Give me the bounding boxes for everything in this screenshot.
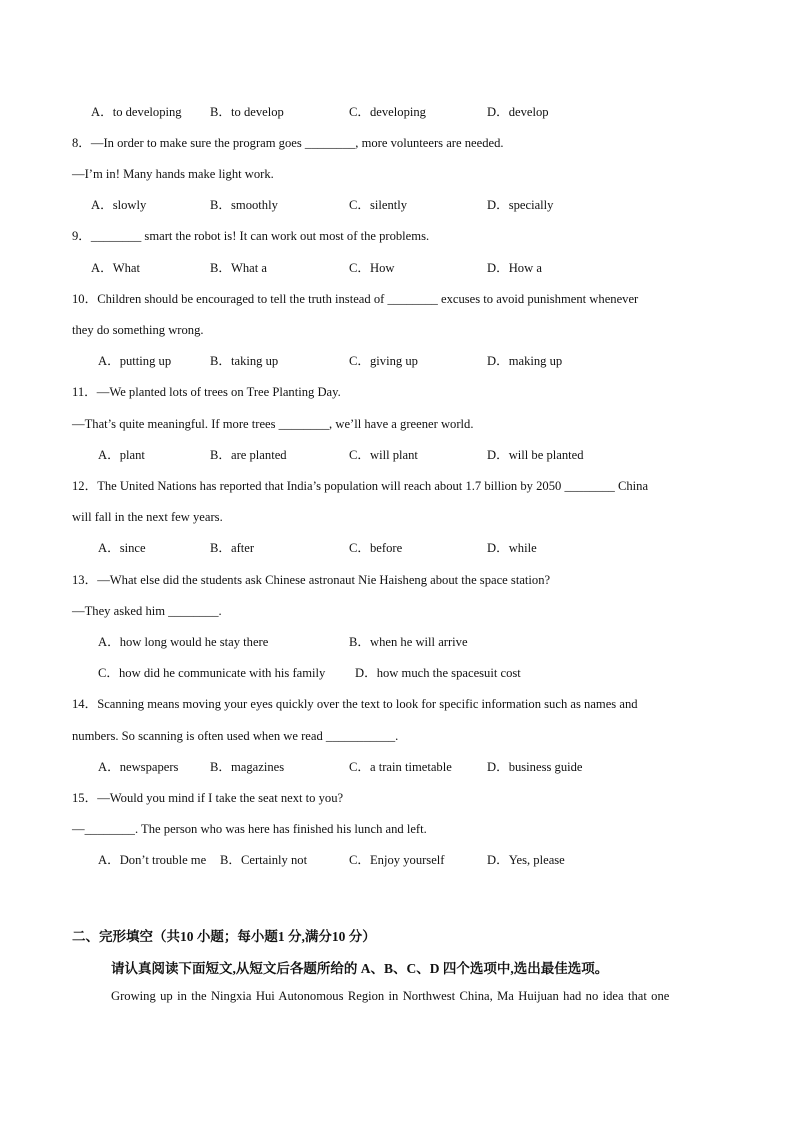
question-13-stem: 13．—What else did the students ask Chinese astronaut Nie Haisheng about the space station? xyxy=(72,573,551,587)
option-d: D．How a xyxy=(487,261,542,275)
question-10-stem: 10．Children should be encouraged to tell the truth instead of ________ excuses to avoid punishment whenever xyxy=(72,292,639,306)
section-title: 二、完形填空（共10 小题；每小题1 分,满分10 分） xyxy=(72,929,376,944)
option-d: D．business guide xyxy=(487,760,583,774)
question-14-stem-cont: numbers. So scanning is often used when we read ___________. xyxy=(72,729,399,743)
passage-first-line: Growing up in the Ningxia Hui Autonomous Region in Northwest China, Ma Huijuan had no idea that one xyxy=(111,989,670,1003)
option-d: D．making up xyxy=(487,354,563,368)
question-15-stem: 15．—Would you mind if I take the seat next to you? xyxy=(72,791,344,805)
option-a: A．how long would he stay there xyxy=(98,635,269,649)
option-a: A．to developing xyxy=(91,105,182,119)
option-b: B．magazines xyxy=(210,760,285,774)
question-12-stem: 12．The United Nations has reported that India’s population will reach about 1.7 billion by 2050 ________ China xyxy=(72,479,649,493)
option-a: A．Don’t trouble me xyxy=(98,853,207,867)
option-c: C．silently xyxy=(349,198,408,212)
section-instruction: 请认真阅读下面短文,从短文后各题所给的 A、B、C、D 四个选项中,选出最佳选项。 xyxy=(111,961,609,976)
question-13-reply: —They asked him ________. xyxy=(72,604,222,618)
option-c: C．a train timetable xyxy=(349,760,452,774)
option-a: A．since xyxy=(98,541,146,555)
option-b: B．smoothly xyxy=(210,198,278,212)
option-d: D．specially xyxy=(487,198,554,212)
question-15-reply: —________. The person who was here has finished his lunch and left. xyxy=(72,822,427,836)
question-8-stem: 8．—In order to make sure the program goes ________, more volunteers are needed. xyxy=(72,136,504,150)
question-12-stem-cont: will fall in the next few years. xyxy=(72,510,223,524)
option-c: C．How xyxy=(349,261,395,275)
option-a: A．putting up xyxy=(98,354,172,368)
option-b: B．are planted xyxy=(210,448,287,462)
question-9-stem: 9．________ smart the robot is! It can work out most of the problems. xyxy=(72,229,430,243)
option-d: D．how much the spacesuit cost xyxy=(355,666,521,680)
option-d: D．will be planted xyxy=(487,448,584,462)
question-11-reply: —That’s quite meaningful. If more trees ________, we’ll have a greener world. xyxy=(72,417,474,431)
question-11-stem: 11．—We planted lots of trees on Tree Planting Day. xyxy=(72,385,341,399)
option-c: C．developing xyxy=(349,105,426,119)
option-a: A．slowly xyxy=(91,198,147,212)
option-c: C．how did he communicate with his family xyxy=(98,666,326,680)
option-a: A．newspapers xyxy=(98,760,179,774)
option-b: B．What a xyxy=(210,261,268,275)
option-d: D．while xyxy=(487,541,537,555)
question-8-reply: —I’m in! Many hands make light work. xyxy=(72,167,274,181)
option-c: C．will plant xyxy=(349,448,418,462)
question-10-stem-cont: they do something wrong. xyxy=(72,323,204,337)
option-c: C．giving up xyxy=(349,354,418,368)
option-c: C．Enjoy yourself xyxy=(349,853,445,867)
question-14-stem: 14．Scanning means moving your eyes quickly over the text to look for specific information such as names and xyxy=(72,697,638,711)
option-b: B．when he will arrive xyxy=(349,635,468,649)
option-d: D．Yes, please xyxy=(487,853,565,867)
option-a: A．plant xyxy=(98,448,145,462)
option-c: C．before xyxy=(349,541,403,555)
option-d: D．develop xyxy=(487,105,549,119)
option-a: A．What xyxy=(91,261,140,275)
option-b: B．after xyxy=(210,541,255,555)
option-b: B．taking up xyxy=(210,354,279,368)
option-b: B．to develop xyxy=(210,105,284,119)
option-b: B．Certainly not xyxy=(220,853,308,867)
